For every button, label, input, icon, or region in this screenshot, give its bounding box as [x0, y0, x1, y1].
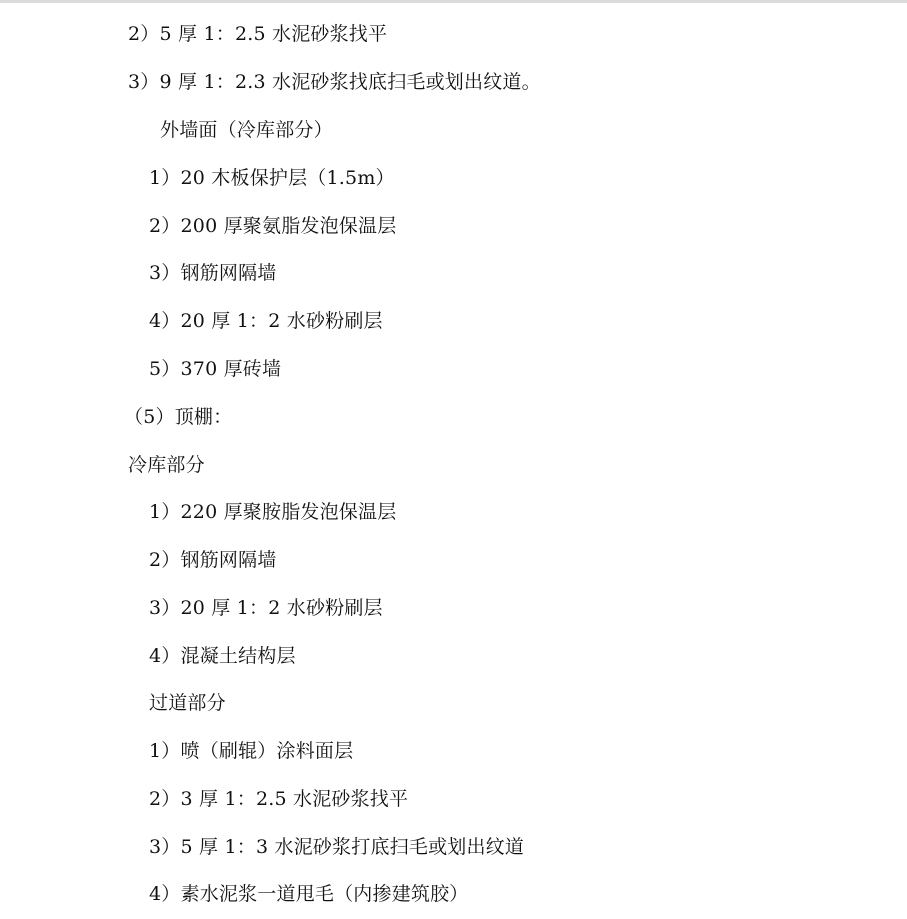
list-item: 2）200 厚聚氨脂发泡保温层: [149, 215, 397, 237]
section-heading: （5）顶棚：: [124, 406, 233, 428]
list-item: 1）220 厚聚胺脂发泡保温层: [149, 501, 397, 523]
list-item: 4）20 厚 1：2 水砂粉刷层: [149, 310, 383, 332]
list-item: 3）5 厚 1：3 水泥砂浆打底扫毛或划出纹道: [149, 836, 525, 858]
list-item: 1）喷（刷辊）涂料面层: [149, 740, 354, 762]
list-item: 3）20 厚 1：2 水砂粉刷层: [149, 597, 383, 619]
list-item: 4）混凝土结构层: [149, 645, 296, 667]
section-heading: 外墙面（冷库部分）: [160, 119, 333, 141]
list-item: 5）370 厚砖墙: [149, 358, 282, 380]
text-line: 2）5 厚 1：2.5 水泥砂浆找平: [128, 23, 388, 45]
list-item: 1）20 木板保护层（1.5m）: [149, 167, 395, 189]
list-item: 2）钢筋网隔墙: [149, 549, 277, 571]
list-item: 4）素水泥浆一道甩毛（内掺建筑胶）: [149, 883, 469, 905]
sub-heading: 冷库部分: [128, 454, 205, 476]
text-line: 3）9 厚 1：2.3 水泥砂浆找底扫毛或划出纹道。: [128, 71, 541, 93]
sub-heading: 过道部分: [149, 692, 226, 714]
list-item: 2）3 厚 1：2.5 水泥砂浆找平: [149, 788, 409, 810]
list-item: 3）钢筋网隔墙: [149, 262, 277, 284]
